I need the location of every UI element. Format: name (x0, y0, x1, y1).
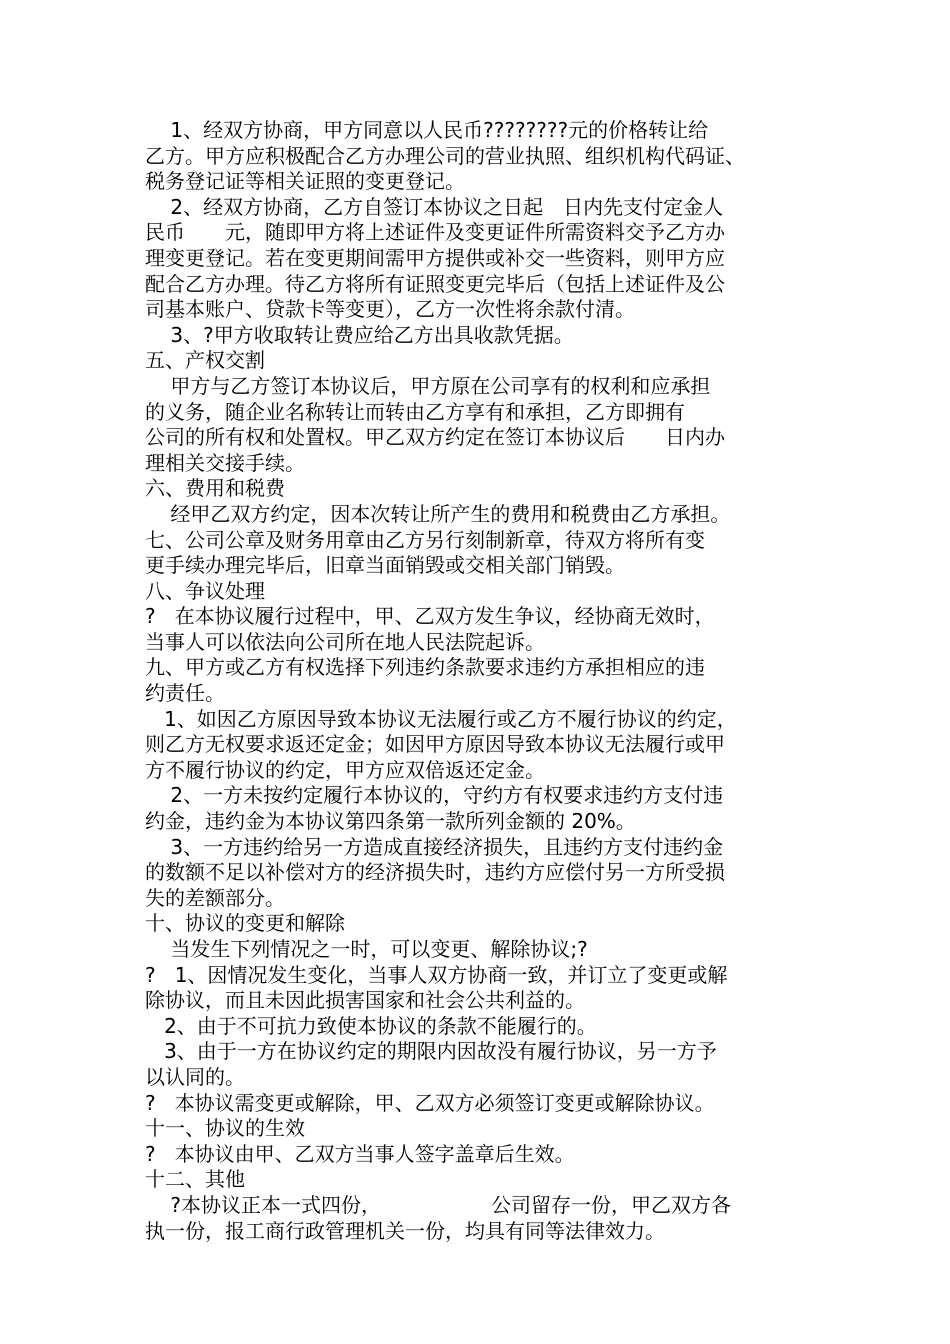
text-line: ? 在本协议履行过程中，甲、乙双方发生争议，经协商无效时， (145, 604, 715, 629)
text-line: 乙方。甲方应积极配合乙方办理公司的营业执照、组织机构代码证、 (145, 143, 745, 168)
text-line: 2、由于不可抗力致使本协议的条款不能履行的。 (145, 1013, 597, 1038)
text-line: 约责任。 (145, 681, 225, 706)
text-line: 当发生下列情况之一时，可以变更、解除协议;? (145, 937, 588, 961)
text-line: 以认同的。 (145, 1064, 245, 1089)
text-line: 1、如因乙方原因导致本协议无法履行或乙方不履行协议的约定， (145, 706, 737, 731)
section-heading: 六、费用和税费 (145, 476, 285, 501)
text-line: 更手续办理完毕后，旧章当面销毁或交相关部门销毁。 (145, 553, 625, 578)
section-heading: 九、甲方或乙方有权选择下列违约条款要求违约方承担相应的违 (145, 655, 705, 680)
text-line: 除协议，而且未因此损害国家和社会公共利益的。 (145, 988, 585, 1013)
text-line: 配合乙方办理。待乙方将所有证照变更完毕后（包括上述证件及公 (145, 271, 725, 296)
section-heading: 十一、协议的生效 (145, 1116, 305, 1141)
text-line: ? 1、因情况发生变化，当事人双方协商一致，并订立了变更或解 (145, 962, 728, 987)
section-heading: 八、争议处理 (145, 578, 265, 603)
text-line: ? 本协议由甲、乙双方当事人签字盖章后生效。 (145, 1141, 575, 1166)
text-line: 失的差额部分。 (145, 885, 285, 910)
text-line: 民币 元，随即甲方将上述证件及变更证件所需资料交予乙方办 (145, 220, 725, 245)
section-heading: 五、产权交割 (145, 348, 265, 373)
document-body (145, 118, 815, 1244)
text-line: 的数额不足以补偿对方的经济损失时，违约方应偿付另一方所受损 (145, 860, 725, 885)
text-line: 理相关交接手续。 (145, 450, 305, 475)
text-line: 则乙方无权要求返还定金；如因甲方原因导致本协议无法履行或甲 (145, 732, 725, 757)
text-line: 方不履行协议的约定，甲方应双倍返还定金。 (145, 757, 545, 782)
text-line: ? 本协议需变更或解除，甲、乙双方必须签订变更或解除协议。 (145, 1090, 715, 1115)
text-line: 2、经双方协商，乙方自签订本协议之日起 日内先支付定金人 (145, 194, 724, 219)
text-line: 的义务，随企业名称转让而转由乙方享有和承担，乙方即拥有 (145, 399, 685, 424)
text-line: 3、?甲方收取转让费应给乙方出具收款凭据。 (145, 322, 574, 347)
section-heading: 十、协议的变更和解除 (145, 911, 345, 936)
text-line: 3、由于一方在协议约定的期限内因故没有履行协议，另一方予 (145, 1039, 717, 1064)
text-line: 司基本账户、贷款卡等变更），乙方一次性将余款付清。 (145, 297, 635, 322)
section-heading: 七、公司公章及财务用章由乙方另行刻制新章，待双方将所有变 (145, 527, 705, 552)
text-line: 税务登记证等相关证照的变更登记。 (145, 169, 465, 194)
text-line: 1、经双方协商，甲方同意以人民币????????元的价格转让给 (145, 118, 709, 142)
text-line: 约金，违约金为本协议第四条第一款所列金额的 20%。 (145, 809, 636, 834)
text-line: 公司的所有权和处置权。甲乙双方约定在签订本协议后 日内办 (145, 425, 725, 450)
text-line: 理变更登记。若在变更期间需甲方提供或补交一些资料，则甲方应 (145, 245, 725, 270)
text-line: 2、一方未按约定履行本协议的，守约方有权要求违约方支付违 (145, 783, 724, 808)
text-line: 甲方与乙方签订本协议后，甲方原在公司享有的权利和应承担 (145, 373, 711, 398)
text-line: 经甲乙双方约定，因本次转让所产生的费用和税费由乙方承担。 (145, 501, 731, 526)
text-line: ?本协议正本一式四份， 公司留存一份，甲乙双方各 (145, 1192, 732, 1217)
text-line: 当事人可以依法向公司所在地人民法院起诉。 (145, 629, 545, 654)
text-line: 3、一方违约给另一方造成直接经济损失，且违约方支付违约金 (145, 834, 724, 859)
text-line: 执一份，报工商行政管理机关一份，均具有同等法律效力。 (145, 1218, 665, 1243)
section-heading: 十二、其他 (145, 1167, 245, 1192)
